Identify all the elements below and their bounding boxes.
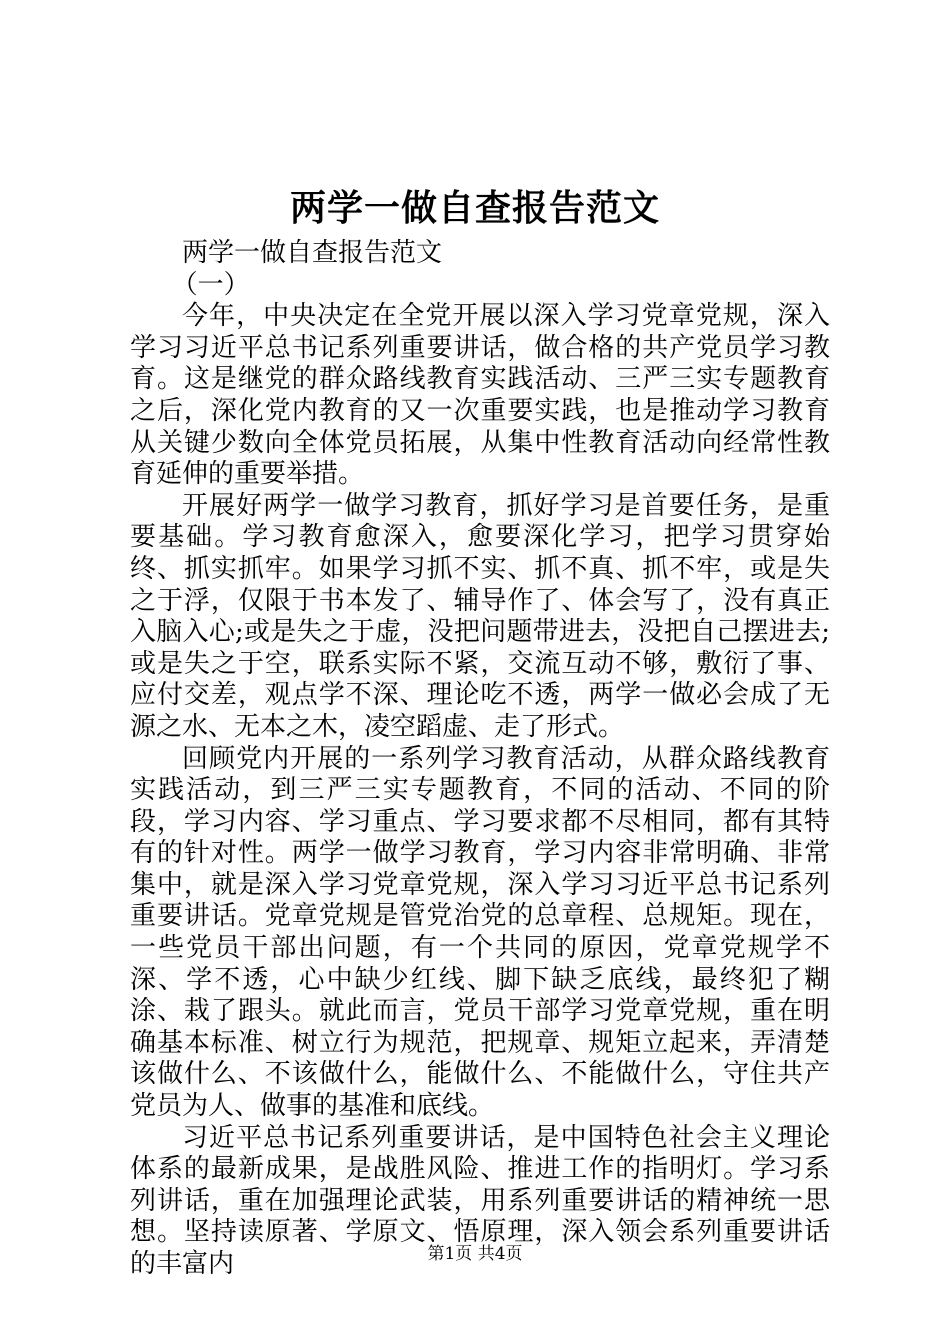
body-paragraph: 开展好两学一做学习教育，抓好学习是首要任务，是重要基础。学习教育愈深入，愈要深化学习，把学习贯穿始终、抓实抓牢。如果学习抓不实、抓不真、抓不牢，或是失之于浮，仅限于书本发了、辅导作了、体会写了，没有真正入脑入心;或是失之于虚，没把问题带进去，没把自己摆进去;或是失之于空，联系实际不紧，交流互动不够，敷衍了事、应付交差，观点学不深、理论吃不透，两学一做必会成了无源之水、无本之木，凌空蹈虚、走了形式。 xyxy=(130,490,830,742)
body-paragraph: 回顾党内开展的一系列学习教育活动，从群众路线教育实践活动，到三严三实专题教育，不同的活动、不同的阶段，学习内容、学习重点、学习要求都不尽相同，都有其特有的针对性。两学一做学习教育，学习内容非常明确、非常集中，就是深入学习党章党规，深入学习习近平总书记系列重要讲话。党章党规是管党治党的总章程、总规矩。现在，一些党员干部出问题，有一个共同的原因，党章党规学不深、学不透，心中缺少红线、脚下缺乏底线，最终犯了糊涂、栽了跟头。就此而言，党员干部学习党章党规，重在明确基本标准、树立行为规范，把规章、规矩立起来，弄清楚该做什么、不该做什么，能做什么、不能做什么，守住共产党员为人、做事的基准和底线。 xyxy=(130,743,830,1122)
document-subtitle: 两学一做自查报告范文 xyxy=(182,238,443,268)
section-marker: （一） xyxy=(171,269,250,300)
body-paragraph: 习近平总书记系列重要讲话，是中国特色社会主义理论体系的最新成果，是战胜风险、推进工作的指明灯。学习系列讲话，重在加强理论武装，用系列重要讲话的精神统一思想。坚持读原著、学原文、悟原理，深入领会系列重要讲话的丰富内 xyxy=(130,1122,830,1279)
body-paragraph: 今年，中央决定在全党开展以深入学习党章党规，深入学习习近平总书记系列重要讲话，做合格的共产党员学习教育。这是继党的群众路线教育实践活动、三严三实专题教育之后，深化党内教育的又一次重要实践，也是推动学习教育从关键少数向全体党员拓展，从集中性教育活动向经常性教育延伸的重要举措。 xyxy=(130,301,830,490)
page-footer: 第1页 共4页 xyxy=(427,1244,523,1264)
page-title: 两学一做自查报告范文 xyxy=(289,187,660,229)
document-body xyxy=(130,238,830,1281)
